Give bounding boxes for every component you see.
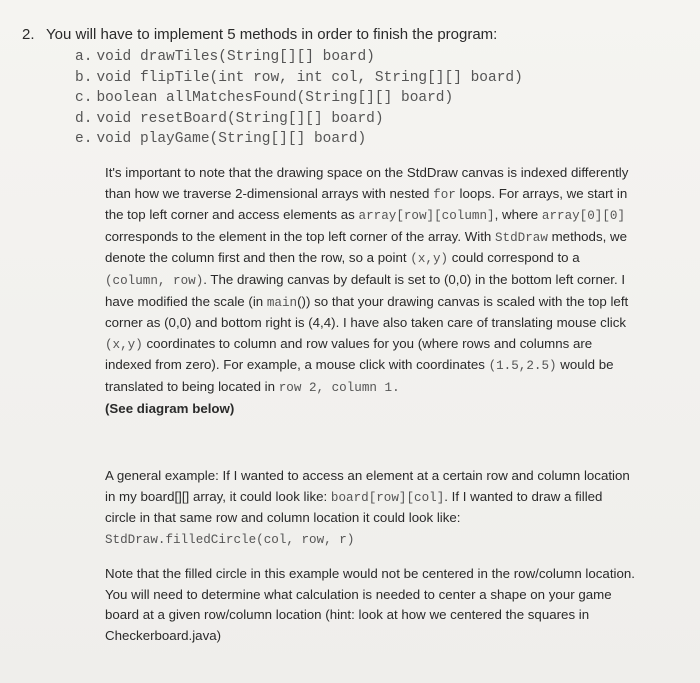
method-letter: a. (75, 49, 93, 65)
method-list (75, 46, 523, 149)
paragraph-text: ()) so that your drawing canvas is scaled with the top left corner as (0,0) and bottom right is (4,4). I have also taken care of translating mouse click (105, 293, 629, 331)
paragraph-text: . If I wanted to draw a filled circle in that same row and column location it could look like: (105, 488, 603, 526)
inline-code: (column, row) (105, 273, 204, 288)
paragraph-text: . The drawing canvas by default is set to (0,0) in the bottom left corner. I have modified the scale (in (105, 271, 626, 309)
method-signature: void drawTiles(String[][] board) (96, 49, 375, 65)
method-item (75, 128, 523, 149)
see-diagram-note: (See diagram below) (105, 400, 235, 416)
inline-code: board[row][col] (330, 490, 445, 505)
paragraph-centering-note (105, 564, 635, 646)
method-signature: void flipTile(int row, int col, String[][] board) (96, 69, 523, 86)
method-letter: d. (75, 110, 93, 127)
method-signature: void resetBoard(String[][] board) (96, 110, 384, 127)
method-signature: boolean allMatchesFound(String[][] board) (96, 90, 454, 106)
paragraph-text: could correspond to a (448, 250, 580, 266)
paragraph-text: It's important to note that the drawing space on the StdDraw canvas is indexed differently than how we traverse 2-dimensional arrays with nested (105, 165, 629, 201)
question-header (22, 26, 497, 43)
method-letter: c. (75, 90, 93, 106)
method-item (75, 46, 523, 67)
inline-code: (x,y) (105, 337, 143, 352)
question-intro: You will have to implement 5 methods in order to finish the program: (46, 26, 498, 43)
paragraph-text: A general example: If I wanted to access an element at a certain row and column location in my board[][] array, it could look like: (105, 468, 630, 504)
inline-code: for (433, 187, 456, 202)
paragraph-text: Note that the filled circle in this example would not be centered in the row/column location. You will need to determine what calculation is needed to center a shape on your game board at a given row/column location (hint: look at how we centered the squares in Checkerboard.java) (105, 566, 635, 643)
question-number: 2. (22, 26, 35, 43)
inline-code: main (266, 295, 298, 310)
method-item (75, 108, 523, 129)
inline-code: array[0][0] (541, 209, 626, 224)
method-letter: b. (75, 69, 93, 86)
paragraph-text: loops. For arrays, we start in the top left corner and access elements as (105, 185, 628, 223)
inline-code: row 2, column 1. (278, 380, 400, 395)
paragraph-general-example (105, 466, 635, 550)
method-signature: void playGame(String[][] board) (96, 131, 367, 147)
inline-code: (x,y) (410, 252, 449, 267)
method-letter: e. (75, 131, 93, 147)
paragraph-text: , where (494, 207, 542, 223)
inline-code: (1.5,2.5) (488, 359, 557, 374)
method-item (75, 87, 523, 108)
inline-code: array[row][column] (358, 209, 495, 224)
paragraph-text: corresponds to the element in the top left corner of the array. With (105, 228, 495, 244)
paragraph-indexing (105, 163, 635, 419)
method-item (75, 67, 523, 88)
paragraph-text: would be translated to being located in (105, 357, 614, 394)
paragraph-text: methods, we denote the column first and then the row, so a point (105, 228, 627, 266)
paragraph-text: coordinates to column and row values for you (where rows and columns are indexed from zero). For example, a mouse click with coordinates (105, 335, 593, 373)
inline-code: StdDraw (495, 230, 548, 245)
inline-code: StdDraw.filledCircle(col, row, r) (105, 532, 355, 547)
